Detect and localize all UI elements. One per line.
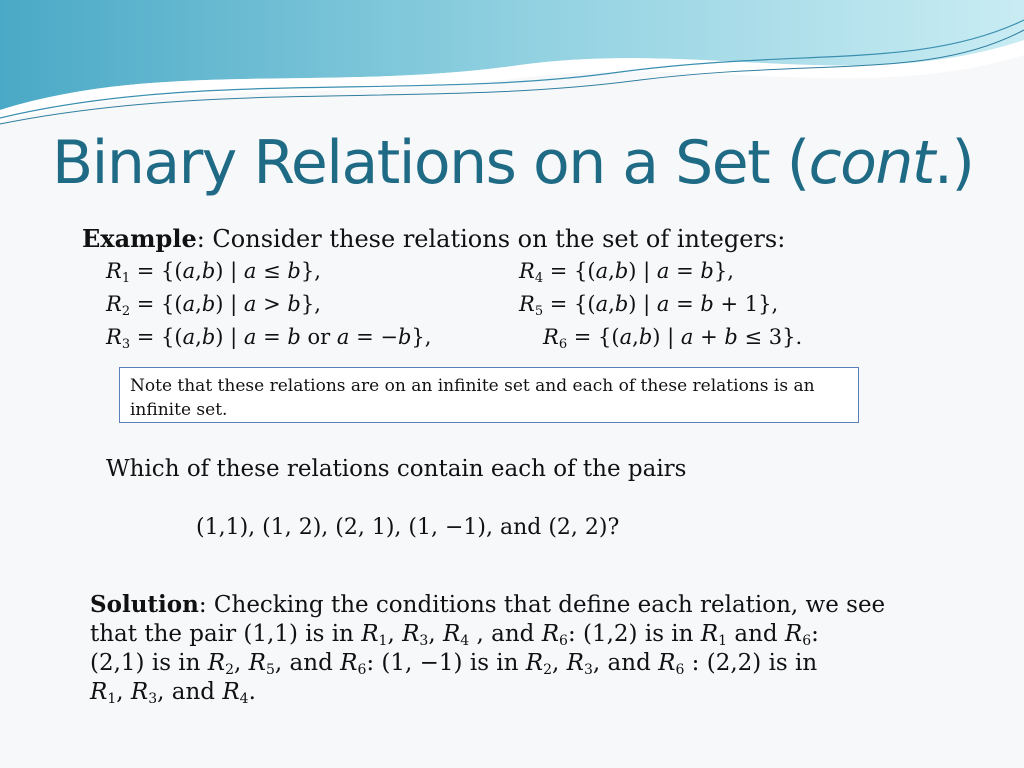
example-intro: Example: Consider these relations on the set of integers: (82, 224, 786, 253)
relation-r2: $R_2 = \{(a,b)$ | a > b}, (106, 292, 321, 319)
pairs-list: (1,1), (1, 2), (2, 1), (1, −1), and (2, 2)? (196, 515, 620, 540)
relation-r4: $R_4 = \{(a,b)$ | a = b}, (519, 259, 734, 286)
solution-line-4: $R_1$, $R_3$, and $R_4$. (90, 679, 256, 707)
example-label: Example (82, 224, 197, 253)
solution-label: Solution (90, 591, 199, 618)
relation-r1: $R_1 = \{(a,b)$ | a ≤ b}, (106, 259, 321, 286)
note-box: Note that these relations are on an infinite set and each of these relations is an infinite set. (119, 367, 859, 423)
solution-line-2: that the pair (1,1) is in $R_1$, $R_3$, $R_4$ , and $R_6$: (1,2) is in $R_1$ and $R_6$: (90, 621, 819, 649)
relation-r3: $R_3 = \{(a,b)$ | a = b or a = −b}, (106, 325, 432, 352)
relation-r5: $R_5 = \{(a,b)$ | a = b + 1}, (519, 292, 779, 319)
header-wave-decoration (0, 0, 1024, 130)
slide-title: Binary Relations on a Set (cont.) (52, 128, 974, 198)
question-text: Which of these relations contain each of the pairs (106, 456, 687, 482)
solution-line-1: Solution: Checking the conditions that define each relation, we see (90, 591, 886, 618)
solution-paragraph (90, 590, 970, 707)
solution-line-3: (2,1) is in $R_2$, $R_5$, and $R_6$: (1, −1) is in $R_2$, $R_3$, and $R_6$ : (2,2) is in (90, 650, 818, 678)
relation-r6: $R_6 = \{(a,b)$ | a + b ≤ 3}. (543, 325, 803, 352)
